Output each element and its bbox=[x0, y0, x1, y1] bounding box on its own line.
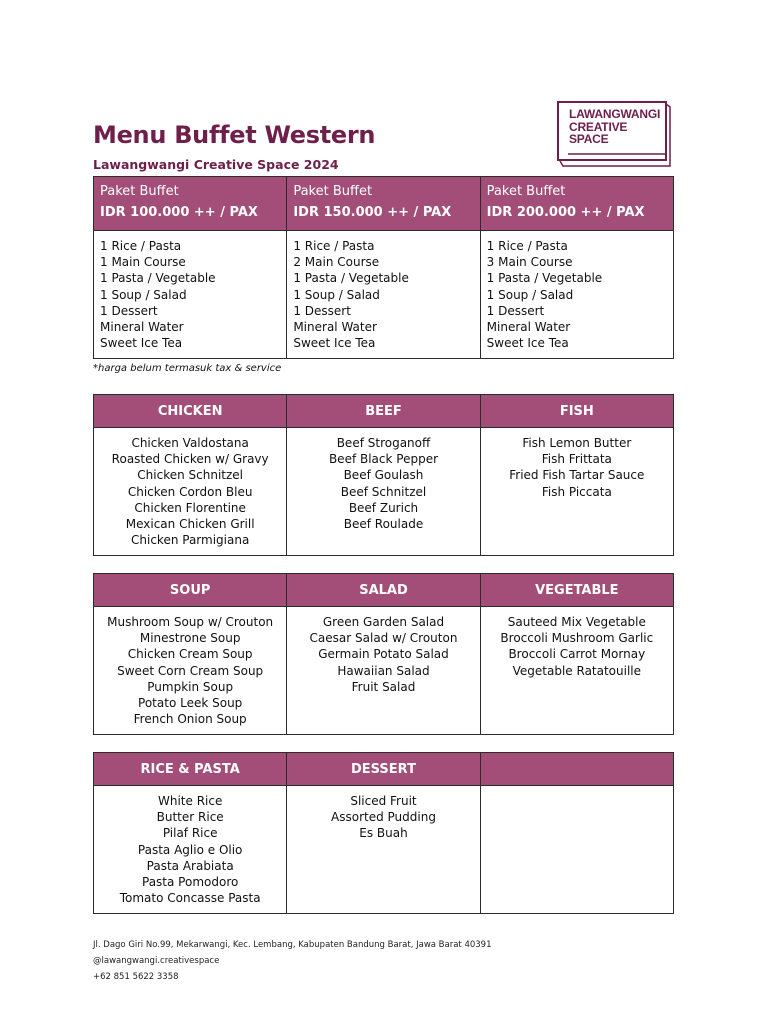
package-name: Paket Buffet bbox=[293, 184, 373, 199]
package-price: IDR 100.000 ++ / PAX bbox=[100, 205, 258, 220]
package-item: 1 Rice / Pasta bbox=[486, 239, 568, 253]
menu-item: Fried Fish Tartar Sauce bbox=[509, 468, 645, 483]
menu-item: Caesar Salad w/ Crouton bbox=[309, 631, 458, 646]
package-item: Mineral Water bbox=[486, 320, 571, 335]
menu-item: Minestrone Soup bbox=[139, 631, 241, 646]
package-header-3 bbox=[480, 177, 673, 231]
package-name: Paket Buffet bbox=[100, 184, 179, 199]
menu-item: Butter Rice bbox=[156, 810, 224, 825]
menu-table-main-course bbox=[93, 394, 674, 556]
package-contents-3 bbox=[480, 231, 673, 359]
category-heading-salad: SALAD bbox=[287, 574, 480, 607]
package-item: 1 Pasta / Vegetable bbox=[293, 271, 409, 286]
menu-item: Vegetable Ratatouille bbox=[512, 663, 642, 678]
package-item: 1 Soup / Salad bbox=[486, 287, 574, 302]
menu-item: Beef Schnitzel bbox=[340, 484, 427, 499]
category-heading-chicken: CHICKEN bbox=[94, 395, 287, 428]
footer-phone: +62 851 5622 3358 bbox=[93, 972, 179, 982]
package-contents-1 bbox=[94, 231, 287, 359]
category-items-empty bbox=[480, 786, 673, 914]
package-contents-row bbox=[94, 231, 674, 359]
category-items-rice-pasta bbox=[94, 786, 287, 914]
package-item: 1 Rice / Pasta bbox=[100, 239, 182, 253]
category-items-chicken bbox=[94, 428, 287, 556]
menu-item: Chicken Valdostana bbox=[131, 436, 249, 450]
package-item: Mineral Water bbox=[293, 320, 377, 335]
menu-item: Mushroom Soup w/ Crouton bbox=[107, 615, 274, 629]
package-item: Sweet Ice Tea bbox=[293, 336, 376, 351]
category-items-beef bbox=[287, 428, 480, 556]
package-item: 1 Main Course bbox=[100, 255, 186, 270]
package-header-row bbox=[94, 177, 674, 231]
menu-item: Chicken Cream Soup bbox=[127, 647, 253, 662]
menu-item: Beef Black Pepper bbox=[328, 452, 439, 467]
brand-logo bbox=[557, 101, 671, 167]
menu-item: Fish Piccata bbox=[541, 484, 612, 499]
package-price: IDR 200.000 ++ / PAX bbox=[486, 205, 645, 220]
package-item: 1 Rice / Pasta bbox=[293, 239, 375, 253]
menu-item: Assorted Pudding bbox=[331, 810, 436, 825]
package-item: 1 Pasta / Vegetable bbox=[100, 271, 216, 286]
menu-item: Es Buah bbox=[359, 826, 408, 841]
menu-item: Fish Lemon Butter bbox=[522, 436, 632, 450]
menu-item: Potato Leek Soup bbox=[138, 696, 243, 711]
package-item: 1 Dessert bbox=[486, 303, 545, 318]
menu-item: Green Garden Salad bbox=[322, 615, 445, 629]
category-items-salad bbox=[287, 607, 480, 735]
category-heading-rice-pasta: RICE & PASTA bbox=[94, 753, 287, 786]
menu-item: Germain Potato Salad bbox=[318, 647, 449, 662]
menu-item: Broccoli Mushroom Garlic bbox=[500, 631, 654, 646]
menu-table-side-dishes bbox=[93, 573, 674, 735]
menu-item: Beef Goulash bbox=[343, 468, 424, 483]
category-items-soup bbox=[94, 607, 287, 735]
category-items-vegetable bbox=[480, 607, 673, 735]
menu-header-row bbox=[94, 753, 674, 786]
menu-item: Pasta Pomodoro bbox=[142, 875, 239, 890]
package-price: IDR 150.000 ++ / PAX bbox=[293, 205, 452, 220]
page-subtitle: Lawangwangi Creative Space 2024 bbox=[93, 157, 339, 172]
package-item: 2 Main Course bbox=[293, 255, 380, 270]
category-heading-dessert: DESSERT bbox=[287, 753, 480, 786]
package-contents-2 bbox=[287, 231, 480, 359]
package-item: Sweet Ice Tea bbox=[486, 336, 569, 351]
menu-item: Sweet Corn Cream Soup bbox=[117, 663, 264, 678]
category-heading-soup: SOUP bbox=[94, 574, 287, 607]
menu-table-carbs-dessert bbox=[93, 752, 674, 914]
menu-item: Mexican Chicken Grill bbox=[125, 517, 255, 532]
page-title: Menu Buffet Western bbox=[93, 121, 376, 149]
logo-text-line-2: CREATIVE bbox=[569, 119, 628, 134]
menu-item: Hawaiian Salad bbox=[337, 663, 430, 678]
menu-item: Pasta Aglio e Olio bbox=[137, 842, 243, 857]
logo-text-line-1: LAWANGWANGI bbox=[569, 107, 661, 121]
category-heading-fish: FISH bbox=[480, 395, 673, 428]
package-item: 1 Dessert bbox=[293, 303, 351, 318]
menu-item: Chicken Parmigiana bbox=[131, 533, 250, 548]
menu-item: Pasta Arabiata bbox=[146, 858, 234, 873]
menu-item: Chicken Schnitzel bbox=[137, 468, 244, 483]
menu-items-row bbox=[94, 607, 674, 735]
contact-footer bbox=[93, 937, 492, 985]
package-item: Sweet Ice Tea bbox=[100, 336, 183, 351]
menu-item: Roasted Chicken w/ Gravy bbox=[111, 452, 269, 467]
package-item: 1 Pasta / Vegetable bbox=[486, 271, 603, 286]
package-item: Mineral Water bbox=[100, 320, 184, 335]
menu-items-row bbox=[94, 428, 674, 556]
package-name: Paket Buffet bbox=[486, 184, 566, 199]
package-header-1 bbox=[94, 177, 287, 231]
menu-item: Beef Stroganoff bbox=[336, 436, 431, 450]
category-heading-vegetable: VEGETABLE bbox=[480, 574, 673, 607]
package-item: 3 Main Course bbox=[486, 255, 573, 270]
menu-item: Chicken Florentine bbox=[134, 500, 246, 515]
footer-instagram: @lawangwangi.creativespace bbox=[93, 956, 220, 966]
menu-item: French Onion Soup bbox=[133, 712, 247, 727]
menu-item: Broccoli Carrot Mornay bbox=[508, 647, 646, 662]
menu-items-row bbox=[94, 786, 674, 914]
menu-item: Sauteed Mix Vegetable bbox=[507, 615, 646, 629]
category-heading-beef: BEEF bbox=[287, 395, 480, 428]
category-items-fish bbox=[480, 428, 673, 556]
footer-address: Jl. Dago Giri No.99, Mekarwangi, Kec. Lembang, Kabupaten Bandung Barat, Jawa Barat 40391 bbox=[93, 940, 492, 950]
menu-item: Chicken Cordon Bleu bbox=[127, 484, 253, 499]
menu-item: Fruit Salad bbox=[351, 679, 416, 694]
package-item: 1 Soup / Salad bbox=[100, 287, 187, 302]
category-heading-empty bbox=[480, 753, 673, 786]
menu-item: Tomato Concasse Pasta bbox=[119, 891, 261, 906]
package-item: 1 Dessert bbox=[100, 303, 158, 318]
menu-item: Pumpkin Soup bbox=[147, 679, 234, 694]
package-header-2 bbox=[287, 177, 480, 231]
logo-text-line-3: SPACE bbox=[569, 132, 609, 146]
menu-header-row bbox=[94, 395, 674, 428]
menu-item: White Rice bbox=[157, 794, 223, 808]
menu-item: Sliced Fruit bbox=[350, 794, 417, 808]
menu-item: Beef Roulade bbox=[343, 517, 424, 532]
package-table bbox=[93, 176, 674, 359]
menu-item: Fish Frittata bbox=[541, 452, 612, 467]
menu-item: Pilaf Rice bbox=[162, 826, 218, 841]
package-item: 1 Soup / Salad bbox=[293, 287, 380, 302]
tax-note: *harga belum termasuk tax & service bbox=[93, 363, 282, 374]
menu-item: Beef Zurich bbox=[348, 500, 419, 515]
menu-header-row bbox=[94, 574, 674, 607]
category-items-dessert bbox=[287, 786, 480, 914]
